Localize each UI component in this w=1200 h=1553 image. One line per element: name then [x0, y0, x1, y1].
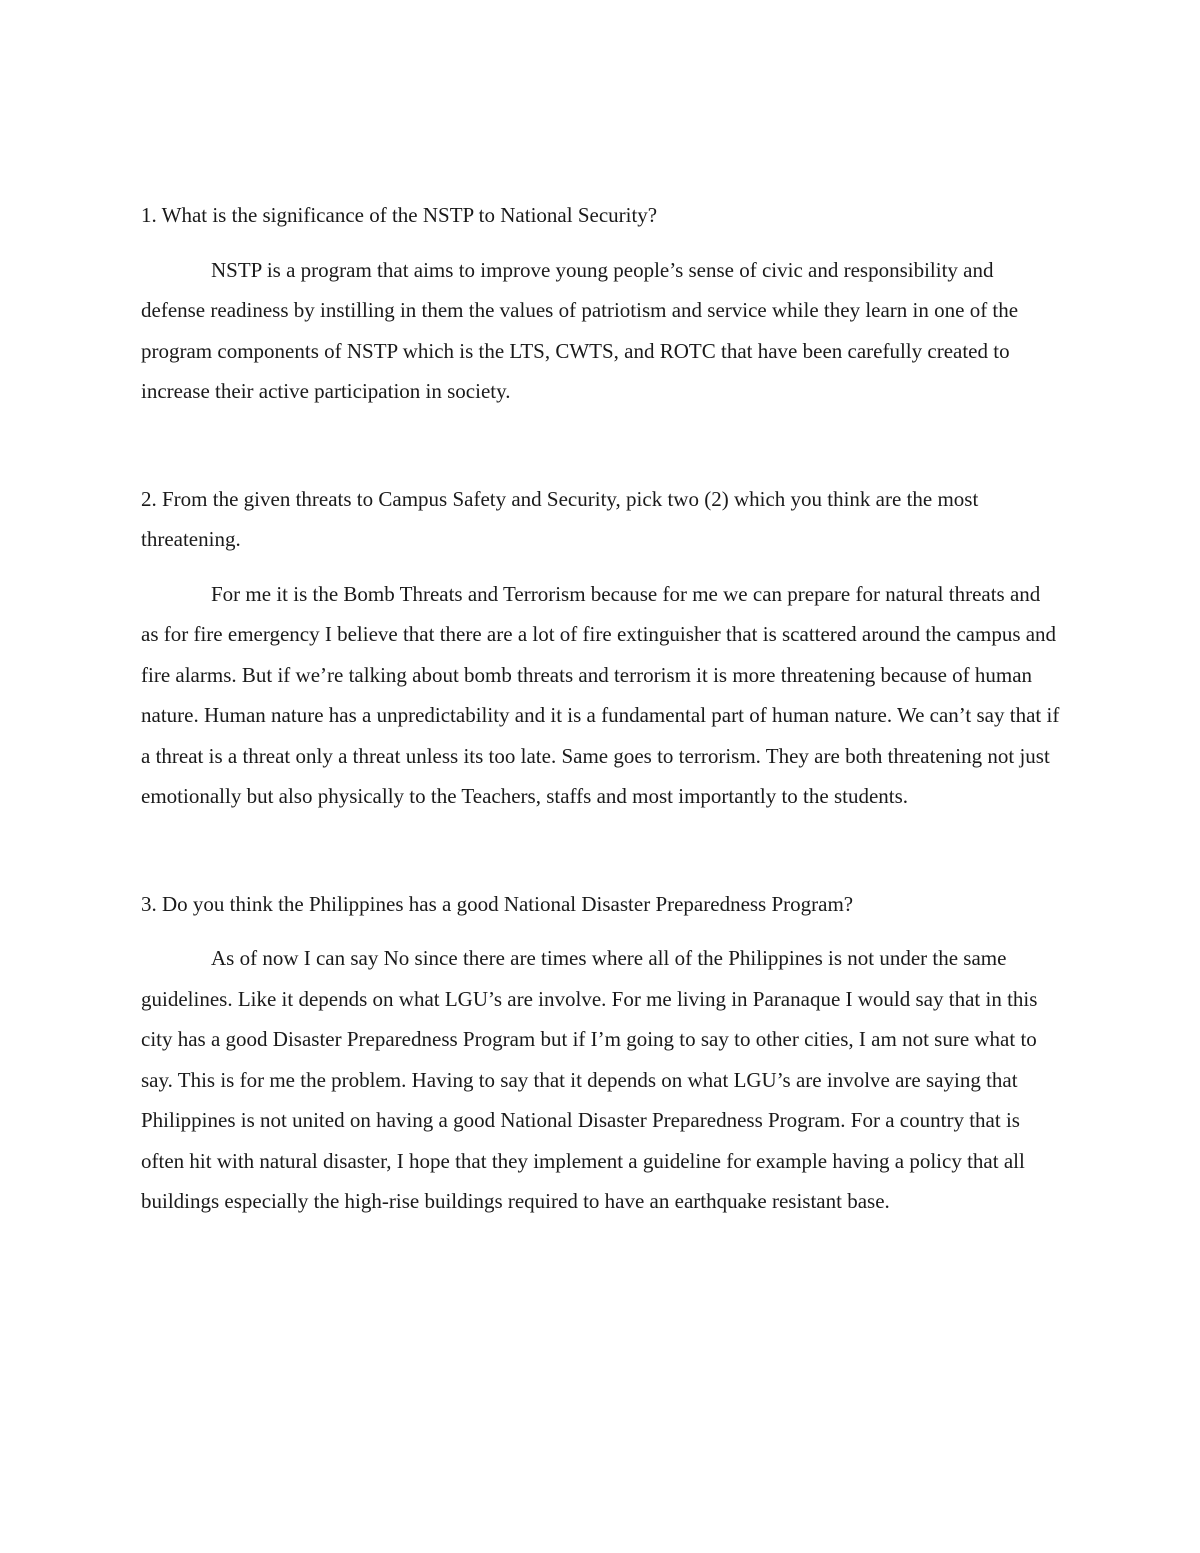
- question-block-3: [141, 884, 1061, 1222]
- answer-1: NSTP is a program that aims to improve young people’s sense of civic and responsibility and defense readiness by instilling in them the values of patriotism and service while they learn in one of the program components of NSTP which is the LTS, CWTS, and ROTC that have been carefully created to increase their active participation in society.: [141, 257, 1019, 403]
- answer-3: As of now I can say No since there are times where all of the Philippines is not under the same guidelines. Like it depends on what LGU’s are involve. For me living in Paranaque I would say that in this city has a good Disaster Preparedness Program but if I’m going to say to other cities, I am not sure what to say. This is for me the problem. Having to say that it depends on what LGU’s are involve are saying that Philippines is not united on having a good National Disaster Preparedness Program. For a country that is often hit with natural disaster, I hope that they implement a guideline for example having a policy that all buildings especially the high-rise buildings required to have an earthquake resistant base.: [141, 946, 1038, 1213]
- answer-2: For me it is the Bomb Threats and Terrorism because for me we can prepare for natural threats and as for fire emergency I believe that there are a lot of fire extinguisher that is scattered around the campus and fire alarms. But if we’re talking about bomb threats and terrorism it is more threatening because of human nature. Human nature has a unpredictability and it is a fundamental part of human nature. We can’t say that if a threat is a threat only a threat unless its too late. Same goes to terrorism. They are both threatening not just emotionally but also physically to the Teachers, staffs and most importantly to the students.: [141, 581, 1060, 808]
- question-block-2: [141, 479, 1061, 817]
- question-3: 3. Do you think the Philippines has a good National Disaster Preparedness Program?: [141, 891, 854, 916]
- document-body: [141, 195, 1061, 1222]
- question-block-1: [141, 195, 1061, 412]
- question-1: 1. What is the significance of the NSTP to National Security?: [141, 203, 658, 227]
- question-2: 2. From the given threats to Campus Safety and Security, pick two (2) which you think are the most threatening.: [141, 486, 979, 551]
